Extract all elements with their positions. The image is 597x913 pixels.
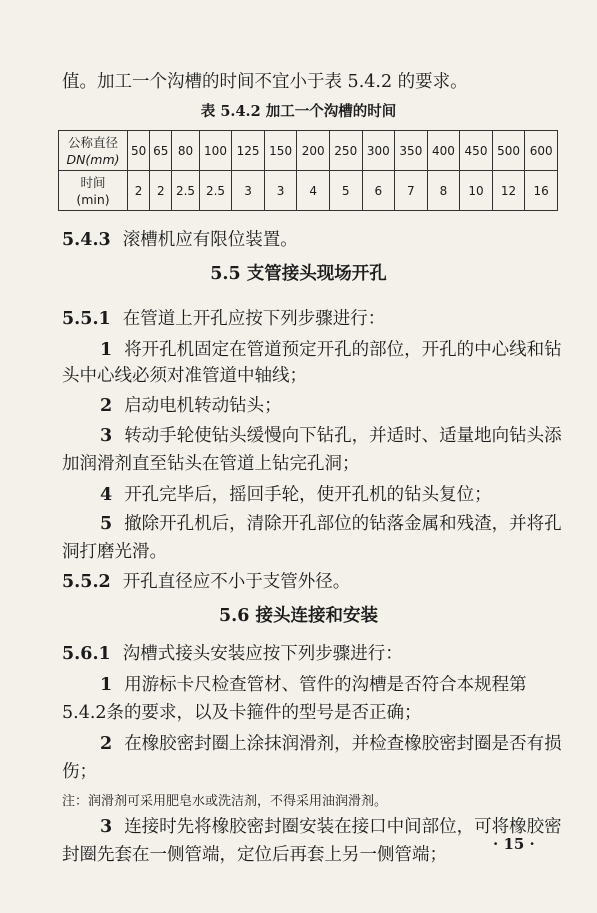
item-text: 连接时先将橡胶密封圈安装在接口中间部位，可将橡胶密 xyxy=(124,817,562,837)
table-row-time xyxy=(59,171,558,211)
item-number: 3 xyxy=(100,817,113,837)
item-text: 将开孔机固定在管道预定开孔的部位，开孔的中心线和钻 xyxy=(124,340,562,360)
item-number: 2 xyxy=(100,396,113,416)
clause-number: 5.5.2 xyxy=(62,572,111,592)
list-item xyxy=(100,673,527,697)
clause-5-5-2 xyxy=(62,570,350,594)
clause-5-5-1 xyxy=(62,307,385,331)
clause-5-6-1 xyxy=(62,642,403,666)
clause-text: 沟槽式接头安装应按下列步骤进行： xyxy=(122,644,403,664)
clause-number: 5.4.3 xyxy=(62,230,111,250)
clause-text: 开孔直径应不小于支管外径。 xyxy=(122,572,351,592)
table-cell: 600 xyxy=(525,131,558,171)
item-number: 4 xyxy=(100,485,113,505)
header-time-unit: (min) xyxy=(76,191,110,207)
table-cell: 100 xyxy=(199,131,232,171)
table-cell: 10 xyxy=(460,171,493,211)
table-cell: 80 xyxy=(172,131,199,171)
item-number: 3 xyxy=(100,426,113,446)
header-diameter-label: 公称直径 xyxy=(67,134,118,150)
clause-5-4-3 xyxy=(62,228,298,252)
table-caption: 表 5.4.2 加工一个沟槽的时间 xyxy=(200,103,397,120)
table-cell: 8 xyxy=(427,171,460,211)
table-cell: 3 xyxy=(232,171,265,211)
item-text: 启动电机转动钻头； xyxy=(124,396,282,416)
groove-time-table xyxy=(58,130,558,211)
list-item-continuation: 加润滑剂直至钻头在管道上钻完孔洞； xyxy=(62,454,360,474)
table-cell: 2.5 xyxy=(199,171,232,211)
table-cell: 2.5 xyxy=(172,171,199,211)
list-item-continuation: 伤； xyxy=(62,762,97,782)
table-cell: 5 xyxy=(329,171,362,211)
item-text: 用游标卡尺检查管材、管件的沟槽是否符合本规程第 xyxy=(124,675,527,695)
table-cell: 250 xyxy=(329,131,362,171)
table-cell: 4 xyxy=(297,171,330,211)
header-diameter-unit: DN(mm) xyxy=(66,151,120,167)
table-cell: 65 xyxy=(150,131,172,171)
list-item xyxy=(100,512,562,536)
table-cell: 150 xyxy=(264,131,297,171)
table-cell: 3 xyxy=(264,171,297,211)
table-header-time xyxy=(59,171,128,211)
table-cell: 450 xyxy=(460,131,493,171)
item-text: 撤除开孔机后，清除开孔部位的钻落金属和残渣，并将孔 xyxy=(124,514,562,534)
item-number: 1 xyxy=(100,675,113,695)
list-item xyxy=(100,394,282,418)
table-cell: 7 xyxy=(395,171,428,211)
table-header-diameter xyxy=(59,131,128,171)
note: 注：润滑剂可采用肥皂水或洗洁剂，不得采用油润滑剂。 xyxy=(62,794,388,809)
table-cell: 200 xyxy=(297,131,330,171)
paragraph-continuation: 值。加工一个沟槽的时间不宜小于表 5.4.2 的要求。 xyxy=(62,72,468,92)
page-number: · 15 · xyxy=(493,835,535,853)
table-cell: 16 xyxy=(525,171,558,211)
clause-text: 滚槽机应有限位装置。 xyxy=(122,230,298,250)
clause-number: 5.5.1 xyxy=(62,309,111,329)
list-item xyxy=(100,424,562,448)
table-cell: 2 xyxy=(150,171,172,211)
table-cell: 2 xyxy=(128,171,150,211)
table-cell: 400 xyxy=(427,131,460,171)
item-text: 开孔完毕后，摇回手轮，使开孔机的钻头复位； xyxy=(124,485,492,505)
item-number: 5 xyxy=(100,514,113,534)
item-number: 1 xyxy=(100,340,113,360)
header-time-label: 时间 xyxy=(80,174,106,190)
table-cell: 300 xyxy=(362,131,395,171)
table-cell: 50 xyxy=(128,131,150,171)
section-heading-5-5: 5.5 支管接头现场开孔 xyxy=(210,264,387,284)
table-cell: 350 xyxy=(395,131,428,171)
table-cell: 500 xyxy=(492,131,525,171)
clause-number: 5.6.1 xyxy=(62,644,111,664)
list-item xyxy=(100,732,562,756)
item-text: 在橡胶密封圈上涂抹润滑剂，并检查橡胶密封圈是否有损 xyxy=(124,734,562,754)
item-number: 2 xyxy=(100,734,113,754)
clause-text: 在管道上开孔应按下列步骤进行： xyxy=(122,309,386,329)
table-cell: 6 xyxy=(362,171,395,211)
list-item xyxy=(100,483,492,507)
table-cell: 125 xyxy=(232,131,265,171)
list-item-continuation: 洞打磨光滑。 xyxy=(62,542,167,562)
list-item-continuation: 5.4.2条的要求，以及卡箍件的型号是否正确； xyxy=(62,703,422,723)
list-item-continuation: 头中心线必须对准管道中轴线； xyxy=(62,366,307,386)
table-row-diameter xyxy=(59,131,558,171)
list-item-continuation: 封圈先套在一侧管端，定位后再套上另一侧管端； xyxy=(62,845,447,865)
list-item xyxy=(100,338,562,362)
section-heading-5-6: 5.6 接头连接和安装 xyxy=(218,606,379,626)
table-cell: 12 xyxy=(492,171,525,211)
item-text: 转动手轮使钻头缓慢向下钻孔，并适时、适量地向钻头添 xyxy=(124,426,562,446)
